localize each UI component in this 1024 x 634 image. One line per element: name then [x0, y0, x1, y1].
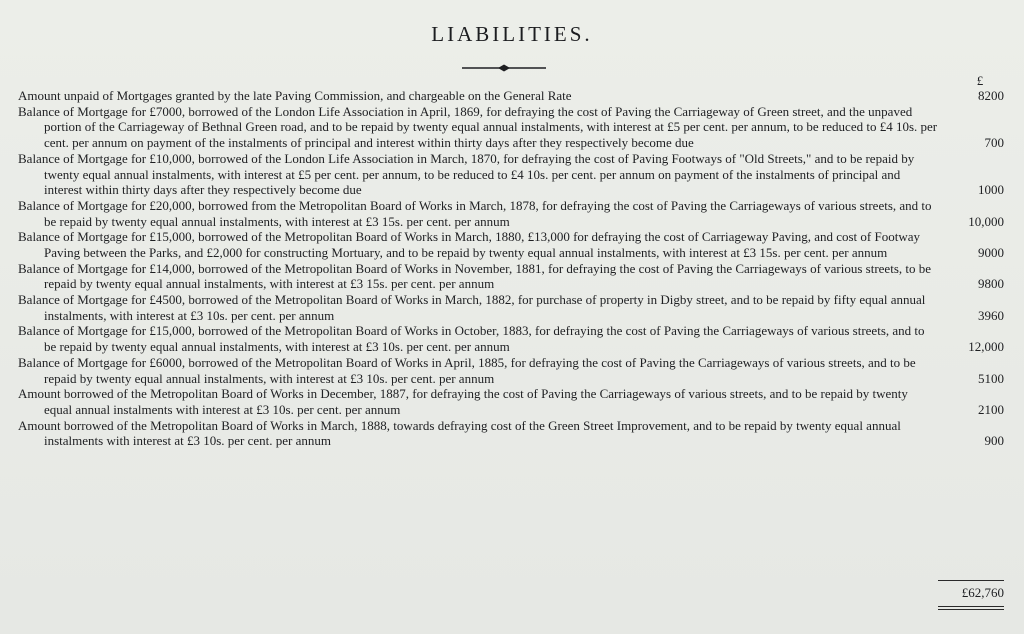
entry-text: Balance of Mortgage for £4500, borrowed of the Metropolitan Board of Works in March, 1882, for purchase of property in Digby street, and to be repaid by fifty equal annual instalments, with interest at £3 10s. per cent. per annum ..... — [18, 292, 925, 323]
entry-text: Amount borrowed of the Metropolitan Board of Works in March, 1888, towards defraying cost of the Green Street Improvement, and to be repaid by twenty equal annual instalments with interest at £3 10s. per cent. per annum ..... — [18, 418, 901, 449]
entry-description — [18, 323, 938, 354]
liability-entry — [18, 198, 1004, 229]
entry-text: Balance of Mortgage for £10,000, borrowed of the London Life Association in March, 1870, for defraying the cost of Paving Footways of "Old Streets," and to be repaid by twenty equal annual instalments, with interest at £5 per cent. per annum, to be reduced to £4 10s. per cent. per annum on payment of the instalments of principal and interest within thirty days after they respectively become due ..... — [18, 151, 914, 198]
liability-entry — [18, 261, 1004, 292]
liability-entry — [18, 355, 1004, 386]
entry-description — [18, 261, 938, 292]
entry-description — [18, 151, 938, 198]
entry-text: Amount borrowed of the Metropolitan Board of Works in December, 1887, for defraying the cost of Paving the Carriageways of various streets, and to be repaid by twenty equal annual instalments with interest at £3 10s. per cent. per annum ..... — [18, 386, 908, 417]
ornamental-rule — [462, 64, 546, 72]
liability-entry — [18, 151, 1004, 198]
entry-amount: 2100 — [978, 401, 1004, 417]
entry-description — [18, 104, 938, 151]
page-title: LIABILITIES. — [431, 22, 593, 46]
entry-text: Balance of Mortgage for £6000, borrowed of the Metropolitan Board of Works in April, 1885, for defraying the cost of Paving the Carriageways of various streets, and to be repaid by twenty equal annual instalments, with interest at £3 10s. per cent. per annum ..... — [18, 355, 916, 386]
entry-amount: 3960 — [978, 307, 1004, 323]
entry-amount: 9000 — [978, 244, 1004, 260]
entry-amount: 10,000 — [968, 213, 1004, 229]
entry-description — [18, 88, 938, 104]
entry-description — [18, 229, 938, 260]
liabilities-list — [18, 88, 1004, 449]
entry-description — [18, 292, 938, 323]
entry-text: Amount unpaid of Mortgages granted by the late Paving Commission, and chargeable on the General Rate ..... — [18, 88, 877, 104]
liability-entry — [18, 88, 1004, 104]
entry-amount: 5100 — [978, 370, 1004, 386]
entry-text: Balance of Mortgage for £14,000, borrowed of the Metropolitan Board of Works in November, 1881, for defraying the cost of Paving the Carriageways of various streets, to be repaid by twenty equal annual instalments, with interest at £3 15s. per cent. per annum ..... — [18, 261, 931, 292]
entry-amount: 12,000 — [968, 339, 1004, 355]
liability-entry — [18, 418, 1004, 449]
entry-text: Balance of Mortgage for £15,000, borrowed of the Metropolitan Board of Works in March, 1880, £13,000 for defraying the cost of Carriageway Paving, and cost of Footway Paving between the Parks, and £2,000 for constructing Mortuary, and to be repaid by twenty equal annual instalments, with interest at £3 15s. per cent. per annum ..... — [18, 229, 920, 260]
entry-amount: 8200 — [978, 88, 1004, 103]
total-block — [938, 580, 1004, 610]
liability-entry — [18, 292, 1004, 323]
entry-description — [18, 418, 938, 449]
entry-amount: 900 — [984, 433, 1004, 449]
liability-entry — [18, 386, 1004, 417]
entry-amount: 9800 — [978, 276, 1004, 292]
entry-description — [18, 355, 938, 386]
liability-entry — [18, 229, 1004, 260]
liability-entry — [18, 323, 1004, 354]
entry-description — [18, 386, 938, 417]
entry-text: Balance of Mortgage for £7000, borrowed of the London Life Association in April, 1869, for defraying the cost of Paving the Carriageway of Green street, and the unpaved portion of the Carriageway of Bethnal Green road, and to be repaid by twenty equal annual instalments, with interest at £5 per cent. per annum, to be reduced to £4 10s. per cent. per annum on payment of the instalments of principal and interest within thirty days after they respectively become due ..... — [18, 104, 937, 151]
liability-entry — [18, 104, 1004, 151]
total-double-rule — [938, 606, 1004, 610]
entry-text: Balance of Mortgage for £15,000, borrowed of the Metropolitan Board of Works in October, 1883, for defraying the cost of Paving the Carriageways of various streets, and to be repaid by twenty equal annual instalments, with interest at £3 10s. per cent. per annum ..... — [18, 323, 925, 354]
entry-amount: 700 — [984, 135, 1004, 151]
entry-description — [18, 198, 938, 229]
entry-text: Balance of Mortgage for £20,000, borrowed from the Metropolitan Board of Works in March, 1878, for defraying the cost of Paving the Carriageways of various streets, and to be repaid by twenty equal annual instalments, with interest at £3 15s. per cent. per annum ..... — [18, 198, 932, 229]
currency-header: £ — [976, 73, 984, 88]
entry-amount: 1000 — [978, 182, 1004, 198]
total-amount: £62,760 — [961, 585, 1004, 600]
